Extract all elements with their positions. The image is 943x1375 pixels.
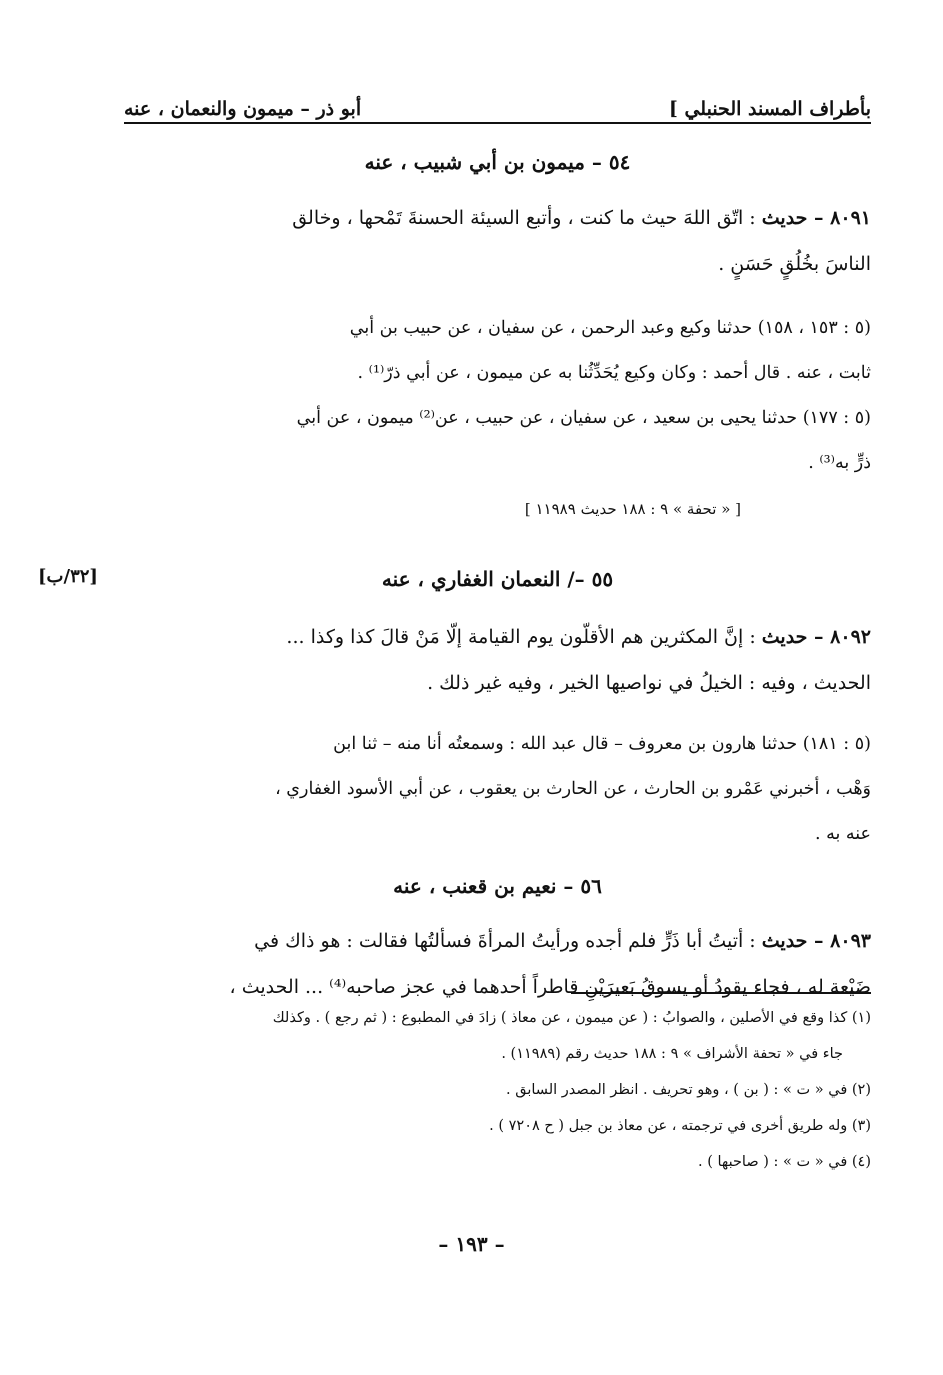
hadith-8092 (124, 614, 871, 706)
sanad-line: (٥ : ١٥٣ ، ١٥٨) حدثنا وكيع وعبد الرحمن ، عن سفيان ، عن حبيب بن أبي (349, 318, 871, 338)
hadith-text: : أتيتُ أبا ذَرٍّ فلم أجده ورأيتُ المرأةَ فسألتُها فقالت : هو ذاك في (254, 930, 756, 952)
sanad-block-55 (124, 722, 871, 857)
running-header (124, 86, 871, 120)
sanad-line: ذرٍّ به⁽³⁾ . (808, 453, 871, 473)
hadith-line (124, 195, 871, 241)
section-heading-54: ٥٤ – ميمون بن أبي شبيب ، عنه (364, 150, 631, 174)
section-heading-55: ٥٥ –/ النعمان الغفاري ، عنه (381, 567, 614, 591)
sanad-line: وَهْب ، أخبرني عَمْرو بن الحارث ، عن الحارث بن يعقوب ، عن أبي الأسود الغفاري ، (275, 779, 871, 799)
footnote: (٣) وله طريق أخرى في ترجمته ، عن معاذ بن جبل ( ح ٧٢٠٨ ) . (489, 1118, 871, 1134)
footnote-rule (571, 992, 871, 994)
hadith-number: ٨٠٩٢ – حديث (761, 626, 871, 648)
sanad-line: (٥ : ١٧٧) حدثنا يحيى بن سعيد ، عن سفيان ، عن حبيب ، عن⁽²⁾ ميمون ، عن أبي (296, 408, 871, 428)
sanad-block-54 (124, 306, 871, 486)
sanad-line: ثابت ، عنه . قال أحمد : وكان وكيع يُحَدِّثُنا به عن ميمون ، عن أبي ذرّ⁽¹⁾ . (357, 363, 871, 383)
hadith-text: : إنَّ المكثرين هم الأقلّون يوم القيامة إلّا مَنْ قالَ كذا وكذا ... (286, 626, 756, 648)
hadith-line: الحديث ، وفيه : الخيلُ في نواصيها الخير ، وفيه غير ذلك . (427, 672, 871, 694)
hadith-8093 (124, 918, 871, 1010)
page-number: – ١٩٣ – (438, 1232, 505, 1256)
tuhfa-reference (124, 500, 871, 518)
footnotes (124, 1000, 871, 1180)
hadith-number: ٨٠٩٣ – حديث (761, 930, 871, 952)
header-book-title: بأطراف المسند الحنبلي ] (668, 98, 871, 120)
header-rule (124, 122, 871, 124)
sanad-line: (٥ : ١٨١) حدثنا هارون بن معروف – قال عبد الله : وسمعتُه أنا منه – ثنا ابن (333, 734, 871, 754)
header-chapter-title: أبو ذر – ميمون والنعمان ، عنه (124, 98, 362, 120)
footnote: (٢) في « ت » : ( بن ) ، وهو تحريف . انظر المصدر السابق . (506, 1082, 871, 1098)
margin-folio-reference: [٣٢/ب] (38, 566, 98, 587)
hadith-line: الناسَ بخُلُقٍ حَسَنٍ . (718, 253, 871, 275)
sanad-line: عنه به . (814, 824, 871, 844)
footnote: (٤) في « ت » : ( صاحبها ) . (698, 1154, 871, 1170)
hadith-number: ٨٠٩١ – حديث (761, 207, 871, 229)
hadith-line (124, 614, 871, 660)
hadith-line (124, 918, 871, 964)
hadith-text: : اتّق اللهَ حيث ما كنت ، وأتبع السيئة الحسنةَ تَمْحها ، وخالق (292, 207, 756, 229)
footnote-continuation: جاء في « تحفة الأشراف » ٩ : ١٨٨ حديث رقم (١١٩٨٩) . (501, 1046, 843, 1062)
hadith-8091 (124, 195, 871, 287)
section-heading-56: ٥٦ – نعيم بن قعنب ، عنه (393, 874, 602, 898)
hadith-line: ضَيْعة له ، فجاء يقودُ أو يسوقُ بَعيرَيْنِ قاطراً أحدهما في عجز صاحبه⁽⁴⁾ ... الحديث ، (229, 976, 871, 998)
tuhfa-text: [ « تحفة » ٩ : ١٨٨ حديث ١١٩٨٩ ] (524, 500, 741, 518)
footnote: (١) كذا وقع في الأصلين ، والصوابُ : ( عن ميمون ، عن معاذ ) زادَ في المطبوع : ( ثم رجع ) . وكذلك (272, 1010, 871, 1026)
